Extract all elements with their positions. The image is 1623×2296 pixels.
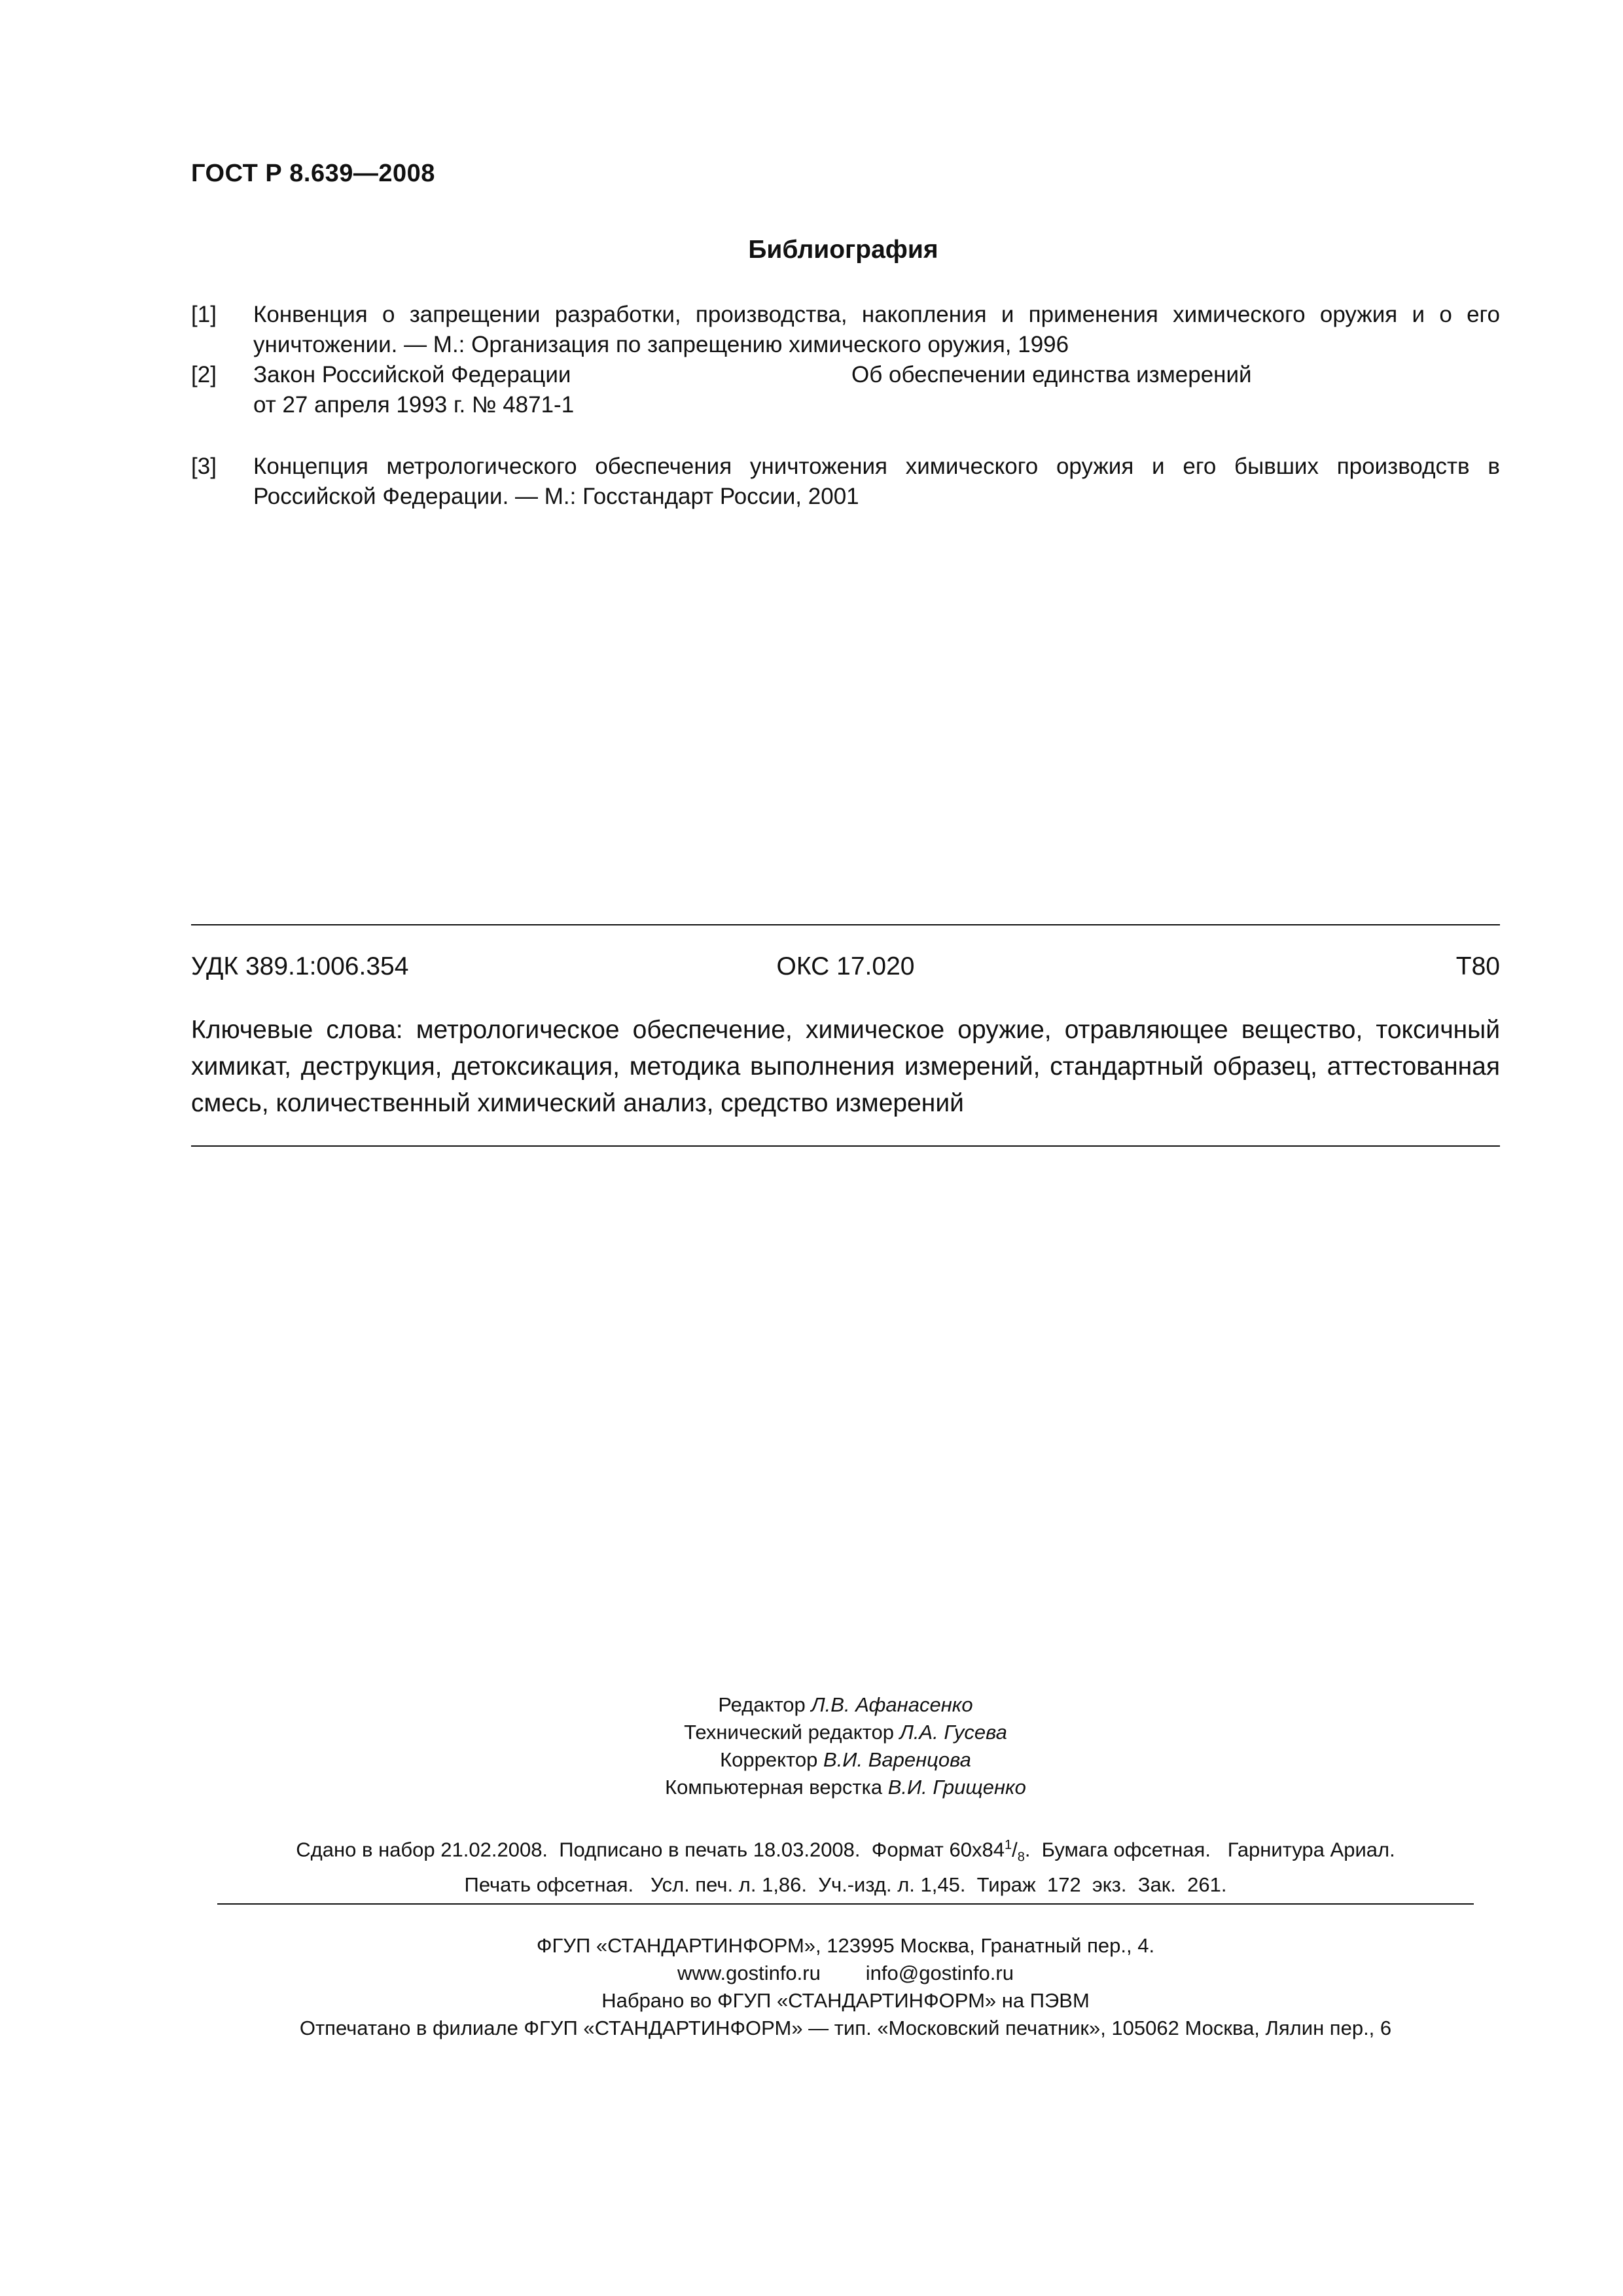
- bibliography-item-2: [191, 360, 1500, 420]
- reference-law-title: Об обеспечении единства измерений: [851, 362, 1252, 387]
- credits: [191, 1691, 1500, 1801]
- reference-text: Концепция метрологического обеспечения уничтожения химического оружия и его бывших производств в Российской Федерации. — М.: Госстандарт России, 2001: [253, 454, 1500, 509]
- reference-detail: от 27 апреля 1993 г. № 4871-1: [253, 392, 575, 418]
- udk-code: УДК 389.1:006.354: [191, 952, 409, 980]
- publisher-info: [191, 1932, 1500, 2042]
- publisher-typeset: Набрано во ФГУП «СТАНДАРТИНФОРМ» на ПЭВМ: [601, 1989, 1090, 2012]
- print-info-line-2: Печать офсетная. Усл. печ. л. 1,86. Уч.-изд. л. 1,45. Тираж 172 экз. Зак. 261.: [464, 1873, 1227, 1896]
- bibliography-item-1: [191, 300, 1500, 360]
- publisher-contacts: [191, 1960, 1500, 1987]
- reference-number: [2]: [191, 362, 217, 387]
- reference-text: Закон Российской Федерации: [253, 362, 571, 387]
- print-info-line-1: Сдано в набор 21.02.2008. Подписано в печать 18.03.2008. Формат $60x84^1/_8$. Бумага офсетная. Гарнитура Ариал.: [296, 1838, 1395, 1865]
- oks-code: ОКС 17.020: [776, 952, 915, 980]
- credit-editor: Редактор Л.В. Афанасенко: [718, 1693, 973, 1716]
- divider-top: [191, 924, 1500, 925]
- bibliography-item-3: [191, 452, 1500, 512]
- bibliography-title: Библиография: [748, 236, 938, 264]
- credit-tech-editor: Технический редактор Л.А. Гусева: [684, 1721, 1007, 1744]
- print-info: [191, 1831, 1500, 1899]
- publisher-printed: Отпечатано в филиале ФГУП «СТАНДАРТИНФОРМ» — тип. «Московский печатник», 105062 Москва, Лялин пер., 6: [299, 2017, 1392, 2039]
- divider-keywords: [191, 1145, 1500, 1147]
- keywords: Ключевые слова: метрологическое обеспечение, химическое оружие, отравляющее вещество, токсичный химикат, деструкция, детоксикация, методика выполнения измерений, стандартный образец, аттестованная смесь, количественный химический анализ, средство измерений: [191, 1016, 1500, 1117]
- publisher-website: www.gostinfo.ru: [677, 1962, 821, 1984]
- reference-number: [3]: [191, 454, 217, 479]
- credit-layout: Компьютерная верстка В.И. Грищенко: [665, 1776, 1026, 1799]
- reference-text: Конвенция о запрещении разработки, производства, накопления и применения химического оружия и о его уничтожении. — М.: Организация по запрещению химического оружия, 1996: [253, 302, 1500, 357]
- publisher-address: ФГУП «СТАНДАРТИНФОРМ», 123995 Москва, Гранатный пер., 4.: [536, 1934, 1155, 1957]
- credit-proofreader: Корректор В.И. Варенцова: [720, 1748, 971, 1771]
- publisher-email: info@gostinfo.ru: [865, 1962, 1014, 1984]
- group-code: Т80: [1455, 952, 1500, 980]
- reference-number: [1]: [191, 302, 217, 327]
- document-code: ГОСТ Р 8.639—2008: [191, 160, 435, 187]
- divider-imprint: [217, 1903, 1474, 1905]
